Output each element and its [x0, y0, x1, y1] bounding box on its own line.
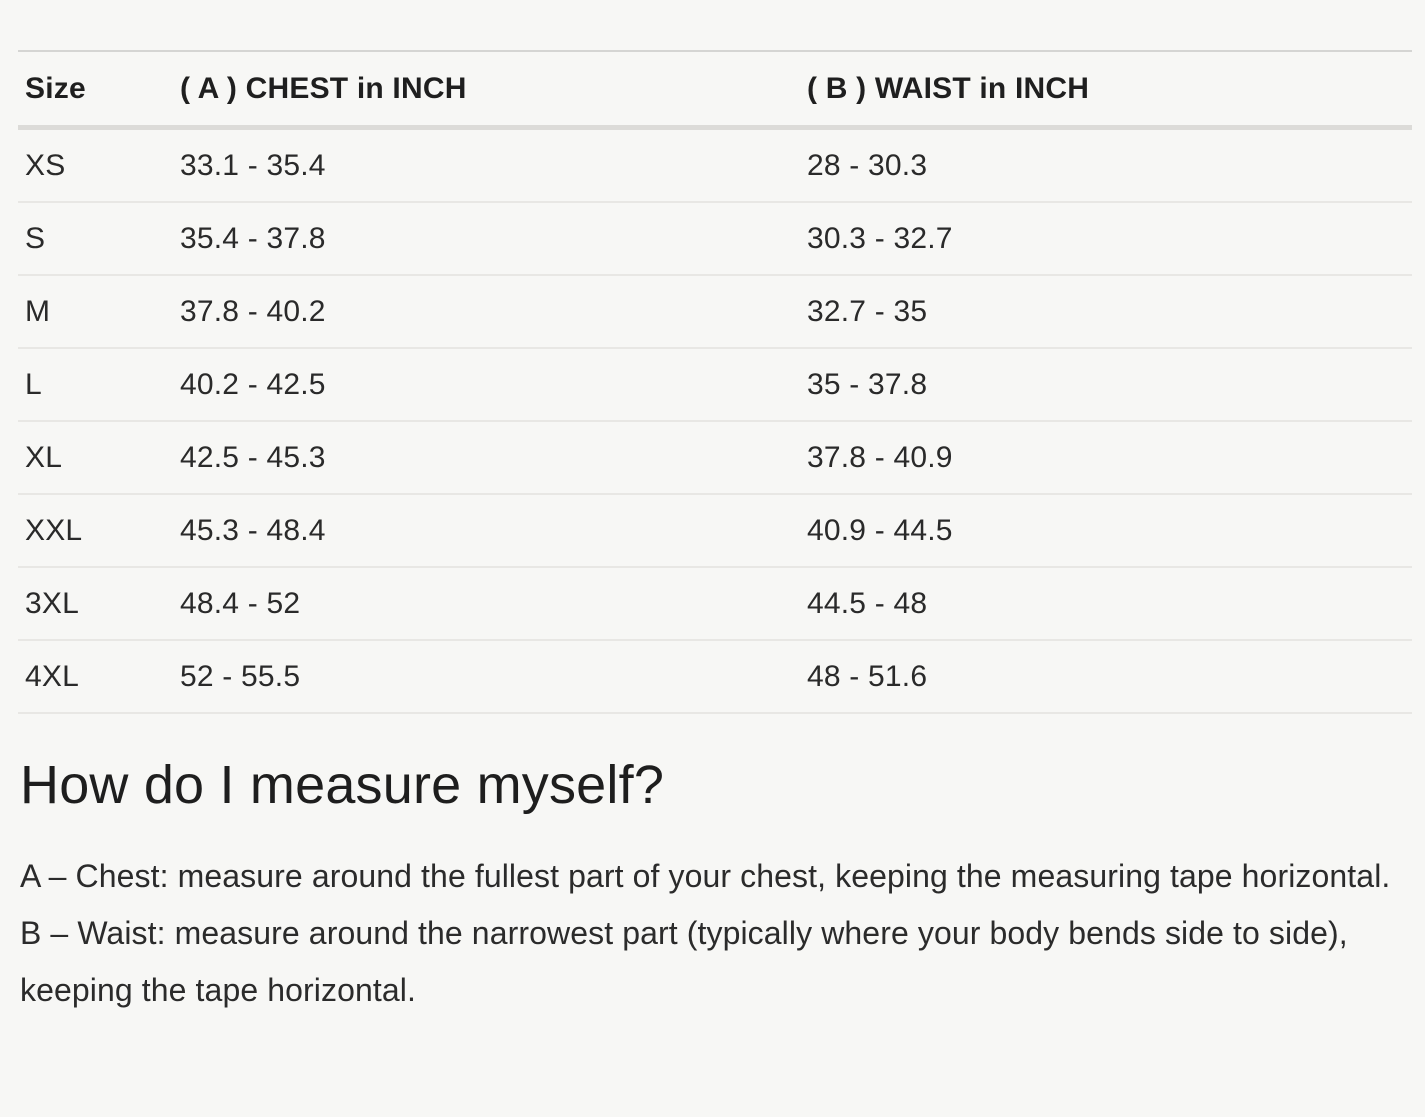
- waist-cell: 40.9 - 44.5: [800, 494, 1412, 567]
- size-cell: XL: [18, 421, 173, 494]
- size-cell: 4XL: [18, 640, 173, 713]
- waist-cell: 44.5 - 48: [800, 567, 1412, 640]
- table-header-row: [18, 51, 1412, 128]
- waist-cell: 48 - 51.6: [800, 640, 1412, 713]
- waist-cell: 32.7 - 35: [800, 275, 1412, 348]
- chest-cell: 52 - 55.5: [173, 640, 800, 713]
- chest-cell: 42.5 - 45.3: [173, 421, 800, 494]
- chest-cell: 40.2 - 42.5: [173, 348, 800, 421]
- measure-instruction-chest: A – Chest: measure around the fullest part of your chest, keeping the measuring tape horizontal.: [20, 858, 1391, 894]
- size-chart-table: [18, 50, 1412, 714]
- waist-cell: 37.8 - 40.9: [800, 421, 1412, 494]
- table-row: [18, 275, 1412, 348]
- chest-cell: 48.4 - 52: [173, 567, 800, 640]
- table-row: [18, 640, 1412, 713]
- table-row: [18, 567, 1412, 640]
- size-cell: 3XL: [18, 567, 173, 640]
- size-cell: XXL: [18, 494, 173, 567]
- chest-cell: 45.3 - 48.4: [173, 494, 800, 567]
- table-row: [18, 348, 1412, 421]
- size-cell: M: [18, 275, 173, 348]
- size-cell: S: [18, 202, 173, 275]
- chest-cell: 37.8 - 40.2: [173, 275, 800, 348]
- measure-heading: How do I measure myself?: [20, 755, 665, 815]
- size-cell: L: [18, 348, 173, 421]
- column-header-waist: ( B ) WAIST in INCH: [800, 51, 1412, 128]
- table-row: [18, 494, 1412, 567]
- table-row: [18, 421, 1412, 494]
- waist-cell: 30.3 - 32.7: [800, 202, 1412, 275]
- table-row: [18, 128, 1412, 203]
- size-cell: XS: [18, 128, 173, 203]
- chest-cell: 33.1 - 35.4: [173, 128, 800, 203]
- column-header-chest: ( A ) CHEST in INCH: [173, 51, 800, 128]
- waist-cell: 35 - 37.8: [800, 348, 1412, 421]
- measure-instruction-waist: B – Waist: measure around the narrowest part (typically where your body bends side to side), keeping the tape horizontal.: [20, 915, 1348, 1008]
- column-header-size: Size: [18, 51, 173, 128]
- chest-cell: 35.4 - 37.8: [173, 202, 800, 275]
- table-row: [18, 202, 1412, 275]
- waist-cell: 28 - 30.3: [800, 128, 1412, 203]
